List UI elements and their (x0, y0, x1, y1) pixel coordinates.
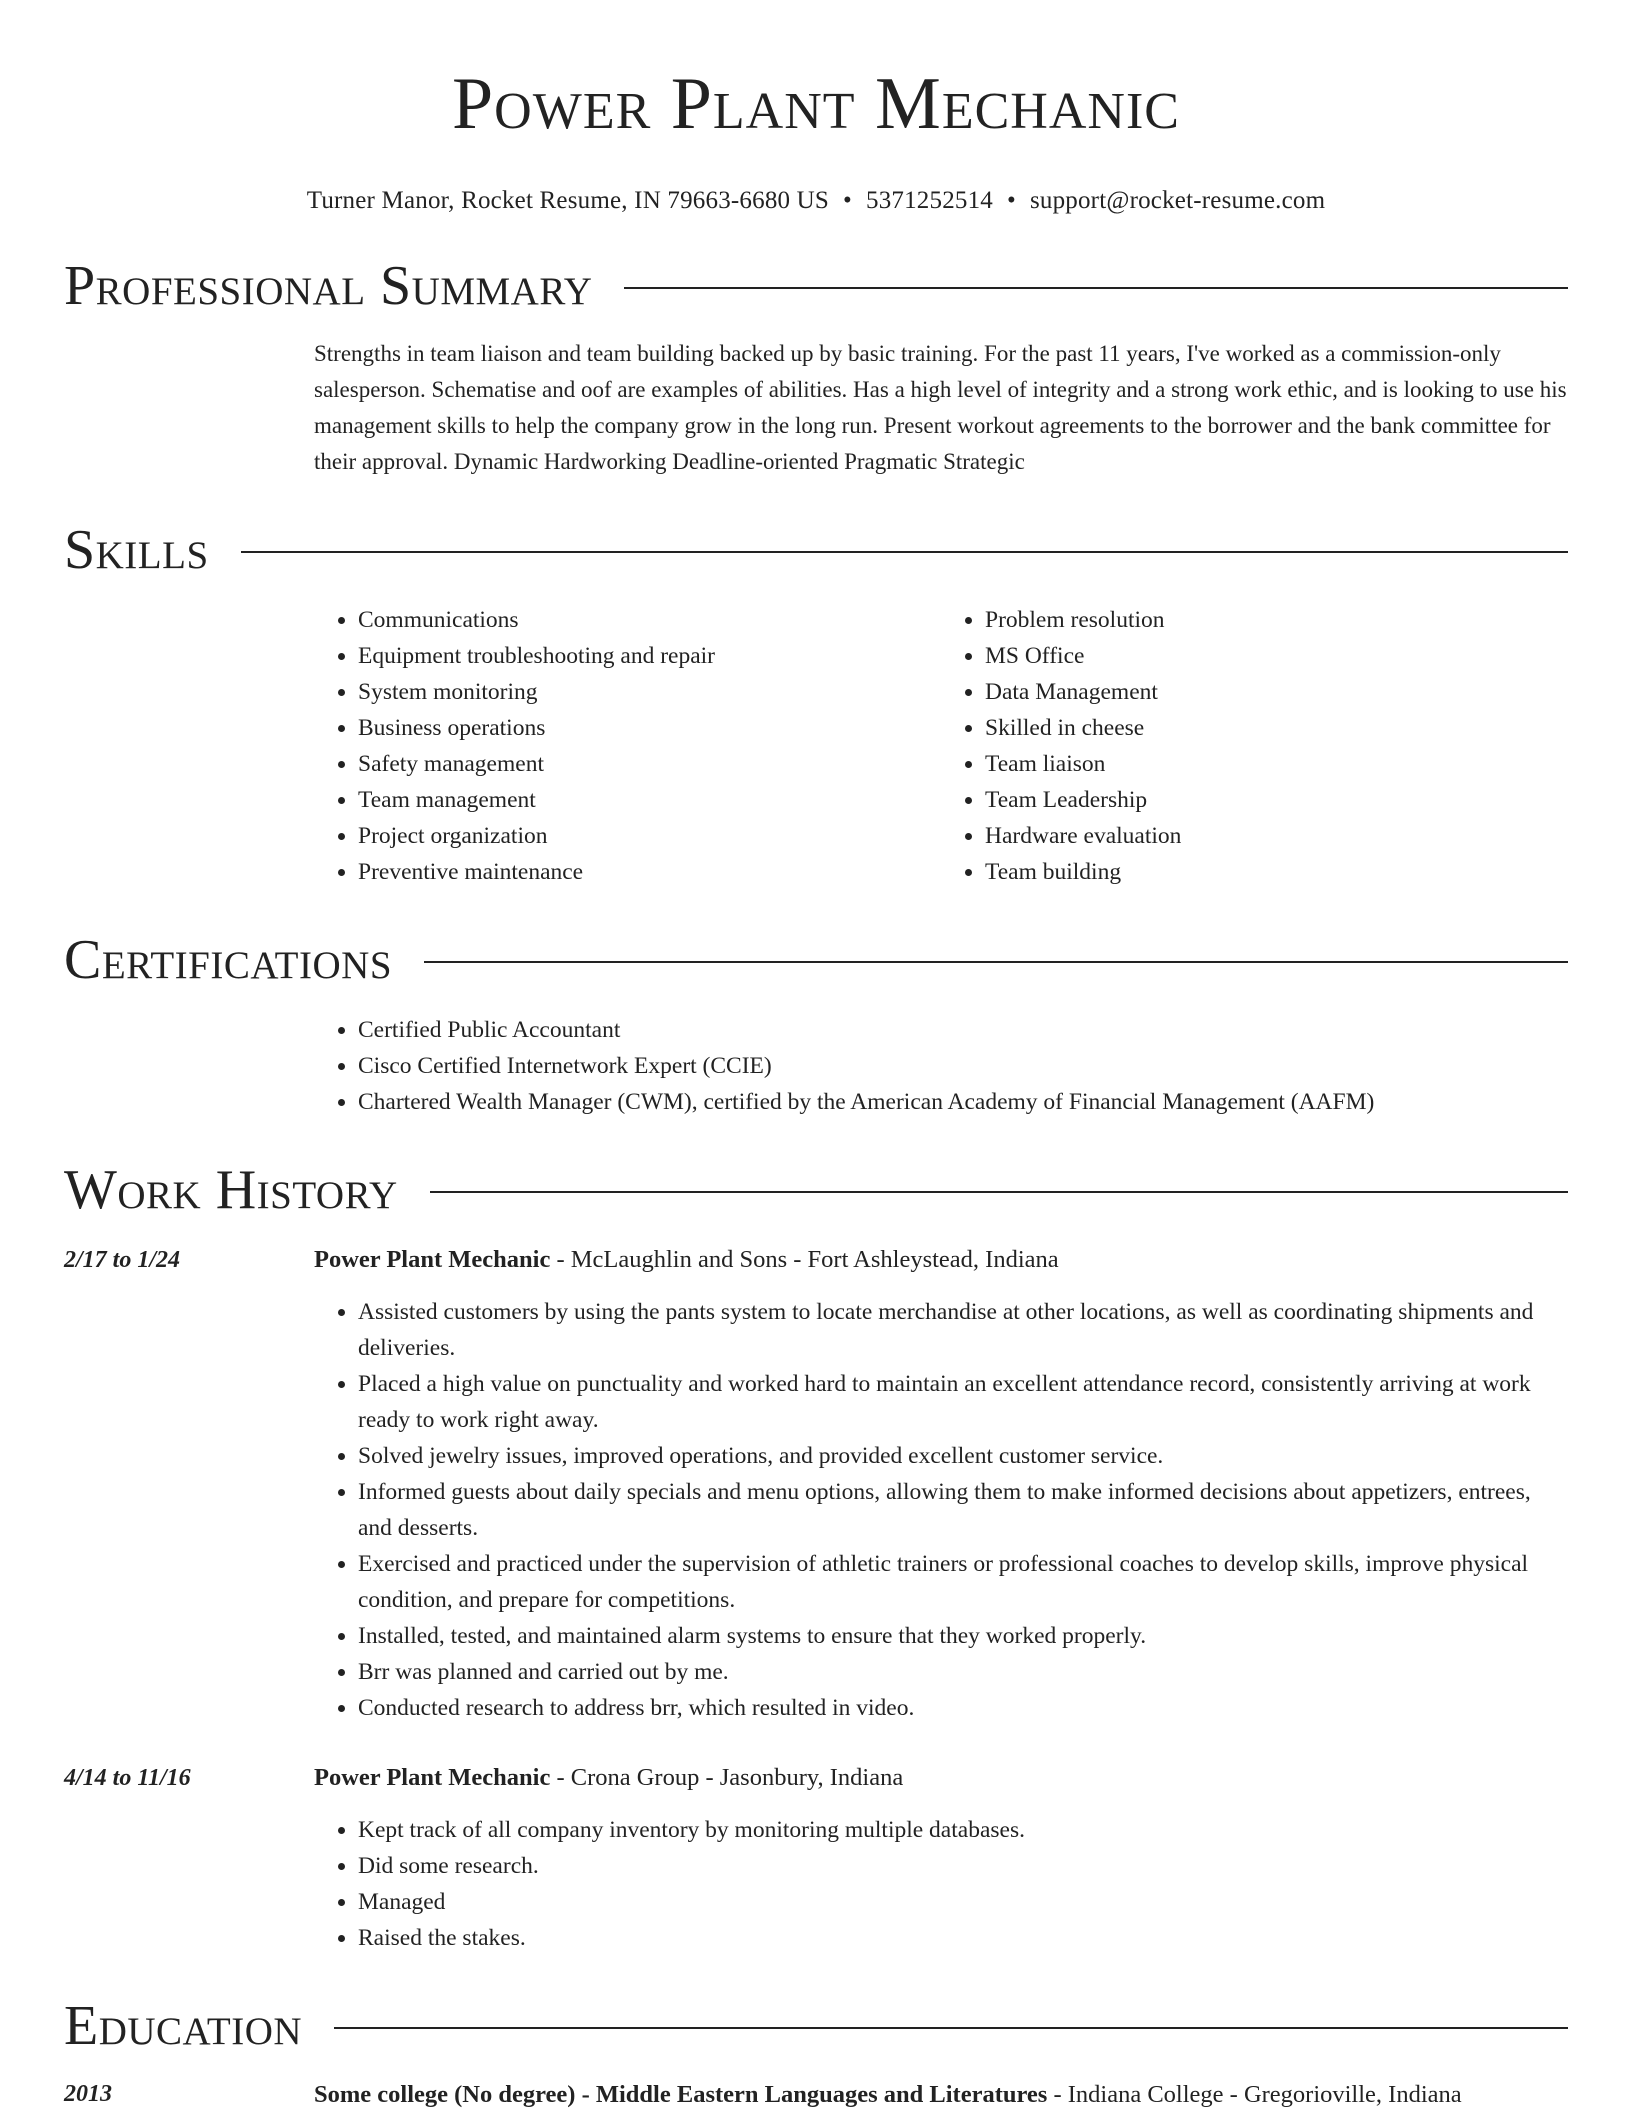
job-bullet: • Raised the stakes. (358, 1920, 1568, 1956)
section-rule (241, 551, 1568, 553)
education-entry (64, 2076, 1568, 2113)
certification-item: • Certified Public Accountant (358, 1012, 1568, 1048)
section-rule (430, 1191, 1568, 1193)
job-title: Power Plant Mechanic (314, 1246, 551, 1273)
skill-item: • Project organization (358, 818, 941, 854)
contact-separator: • (1007, 187, 1016, 214)
job-dates: 2/17 to 1/24 (64, 1247, 181, 1273)
job-dates: 4/14 to 11/16 (64, 1765, 191, 1791)
email-link[interactable]: support@rocket-resume.com (1029, 187, 1326, 214)
section-title: Education (64, 1995, 303, 2057)
education-year: 2013 (64, 2081, 112, 2107)
address: Turner Manor, Rocket Resume, IN 79663-6680 US (306, 187, 830, 214)
job-employer-location: - McLaughlin and Sons - Fort Ashleystead, Indiana (550, 1246, 1059, 1273)
certification-item: • Cisco Certified Internetwork Expert (CCIE) (358, 1048, 1568, 1084)
job-bullet: • Managed (358, 1884, 1568, 1920)
job-body (314, 1760, 1568, 1956)
job-title: Power Plant Mechanic (314, 1764, 551, 1791)
job-employer-location: - Crona Group - Jasonbury, Indiana (550, 1764, 904, 1791)
education-school: - Indiana College - Gregorioville, Indiana (1047, 2081, 1462, 2108)
job-bullets (314, 1812, 1568, 1956)
section-title: Work History (64, 1159, 398, 1221)
job-bullet: • Did some research. (358, 1848, 1568, 1884)
work-history-section-header (64, 1158, 1568, 1222)
summary-section-header (64, 254, 1568, 318)
skills-column-right (941, 602, 1568, 890)
certification-item: • Chartered Wealth Manager (CWM), certified by the American Academy of Financial Management (AAFM) (358, 1084, 1568, 1120)
education-body (314, 2076, 1568, 2113)
section-title: Certifications (64, 929, 393, 991)
summary-text: Strengths in team liaison and team building backed up by basic training. For the past 11 years, I've worked as a commission-only salesperson. Schematise and oof are examples of abilities. Has a high level of integrity and a strong work ethic, and is looking to use his management skills to help the company grow in the long run. Present workout agreements to the borrower and the bank committee for their approval. Dynamic Hardworking Deadline-oriented Pragmatic Strategic (314, 341, 1567, 474)
skill-item: • Team Leadership (985, 782, 1568, 818)
job-bullet: • Solved jewelry issues, improved operations, and provided excellent customer service. (358, 1438, 1568, 1474)
skill-item: • Data Management (985, 674, 1568, 710)
job-bullet: • Brr was planned and carried out by me. (358, 1654, 1568, 1690)
skill-item: • Team liaison (985, 746, 1568, 782)
certifications-section-header (64, 928, 1568, 992)
contact-separator: • (843, 187, 852, 214)
job-bullet: • Kept track of all company inventory by monitoring multiple databases. (358, 1812, 1568, 1848)
contact-line (64, 186, 1568, 216)
education-degree: Some college (No degree) - Middle Eastern Languages and Literatures (314, 2081, 1048, 2108)
job-bullet: • Assisted customers by using the pants system to locate merchandise at other locations, as well as coordinating shipments and deliveries. (358, 1294, 1568, 1366)
skill-item: • Safety management (358, 746, 941, 782)
skill-item: • Skilled in cheese (985, 710, 1568, 746)
skill-item: • Team management (358, 782, 941, 818)
skills-list (314, 602, 1568, 890)
section-rule (624, 287, 1568, 289)
job-title-line (314, 1760, 1568, 1796)
skills-column-left (314, 602, 941, 890)
section-title: Professional Summary (64, 255, 593, 317)
job-entry (64, 1242, 1568, 1726)
job-bullets (314, 1294, 1568, 1726)
education-section-header (64, 1994, 1568, 2058)
skill-item: • Equipment troubleshooting and repair (358, 638, 941, 674)
job-bullet: • Installed, tested, and maintained alarm systems to ensure that they worked properly. (358, 1618, 1568, 1654)
job-body (314, 1242, 1568, 1726)
section-title: Skills (64, 519, 209, 581)
job-bullet: • Conducted research to address brr, which resulted in video. (358, 1690, 1568, 1726)
skill-item: • MS Office (985, 638, 1568, 674)
candidate-name: Power Plant Mechanic (452, 63, 1180, 145)
job-entry (64, 1760, 1568, 1956)
skill-item: • Communications (358, 602, 941, 638)
section-rule (424, 961, 1568, 963)
skill-item: • Problem resolution (985, 602, 1568, 638)
job-bullet: • Placed a high value on punctuality and worked hard to maintain an excellent attendance record, consistently arriving at work ready to work right away. (358, 1366, 1568, 1438)
skills-section-header (64, 518, 1568, 582)
skill-item: • Business operations (358, 710, 941, 746)
skill-item: • Preventive maintenance (358, 854, 941, 890)
job-title-line (314, 1242, 1568, 1278)
job-bullet: • Exercised and practiced under the supervision of athletic trainers or professional coaches to develop skills, improve physical condition, and prepare for competitions. (358, 1546, 1568, 1618)
job-bullet: • Informed guests about daily specials and menu options, allowing them to make informed decisions about appetizers, entrees, and desserts. (358, 1474, 1568, 1546)
certifications-list (314, 1012, 1568, 1120)
phone: 5371252514 (866, 187, 993, 214)
skill-item: • Hardware evaluation (985, 818, 1568, 854)
skill-item: • System monitoring (358, 674, 941, 710)
skill-item: • Team building (985, 854, 1568, 890)
section-rule (334, 2027, 1568, 2029)
